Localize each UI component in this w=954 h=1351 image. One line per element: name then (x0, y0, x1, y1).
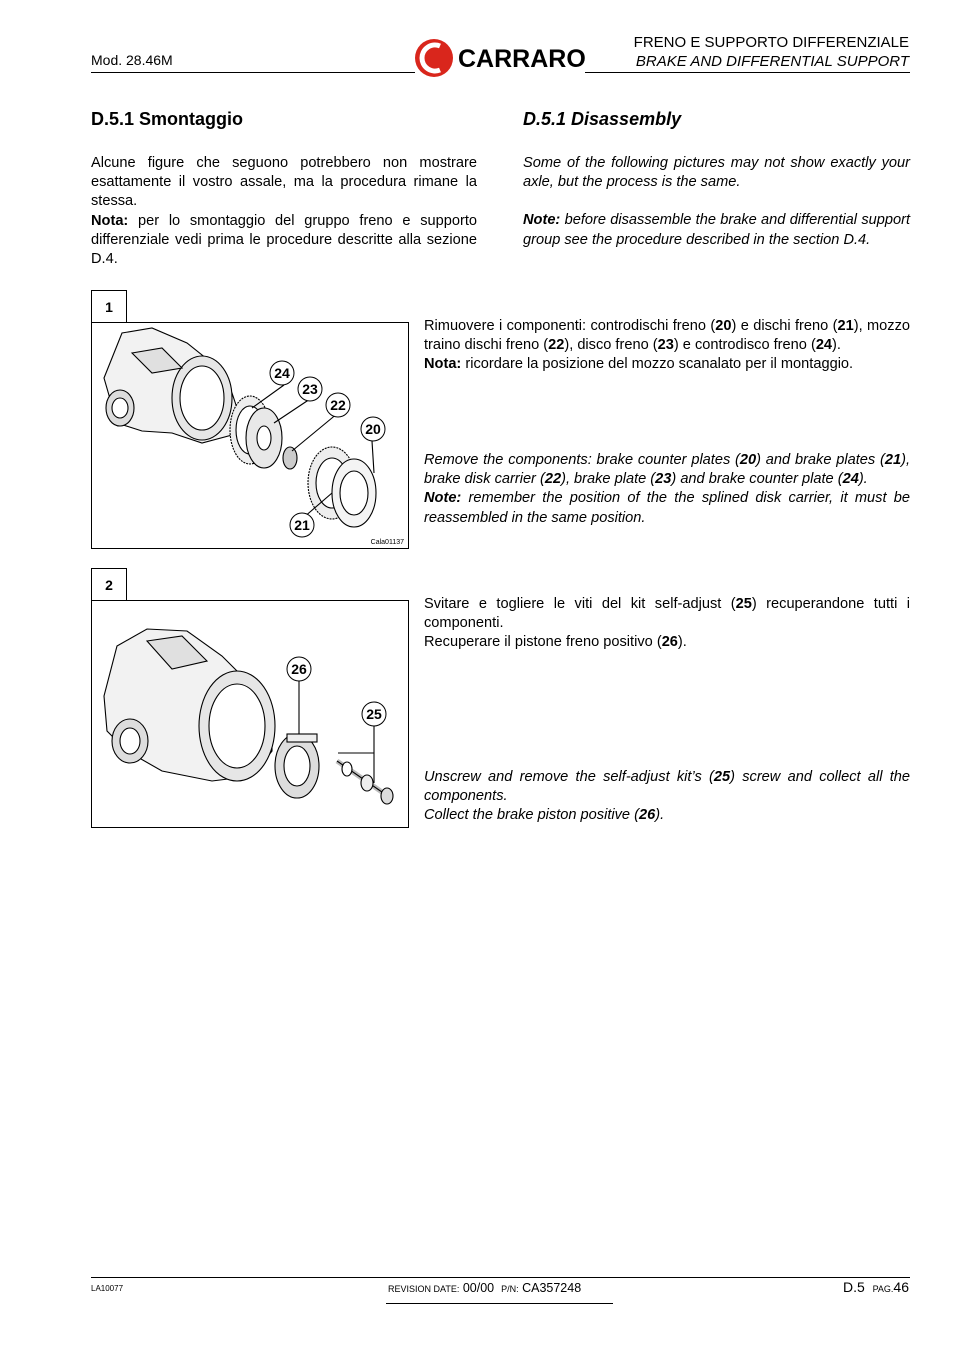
pn-label: P/N: (501, 1284, 519, 1294)
header-title-it: FRENO E SUPPORTO DIFFERENZIALE (633, 34, 909, 51)
note-label-it: Nota: (91, 212, 129, 229)
step-2-en-text-1: Unscrew and remove the self-adjust kit’s (25) screw and collect all the components. (424, 769, 910, 805)
step-1-it (424, 317, 910, 375)
page-value: 46 (893, 1279, 909, 1295)
carraro-logo (414, 36, 590, 80)
intro-text-en: Some of the following pictures may not show exactly your axle, but the process is the same. (523, 155, 910, 191)
callout-20: 20 (365, 421, 381, 437)
callout-26: 26 (291, 661, 307, 677)
intro-note-it (91, 212, 477, 270)
callout-22: 22 (330, 397, 346, 413)
brand-name: CARRARO (458, 45, 586, 73)
step-1-en-note: Note: remember the position of the the splined disk carrier, it must be reassembled in the same position. (424, 490, 910, 526)
step-1-it-note: Nota: ricordare la posizione del mozzo scanalato per il montaggio. (424, 356, 854, 373)
figure-1-drawing (92, 323, 408, 548)
figure-1-number: 1 (91, 290, 127, 322)
figure-2-number: 2 (91, 568, 127, 600)
page-number (843, 1279, 909, 1295)
callout-21: 21 (294, 517, 310, 533)
note-label-en: Note: (523, 212, 561, 229)
note-text-en: before disassemble the brake and differential support group see the procedure described in the section D.4. (523, 212, 910, 248)
intro-en (523, 154, 910, 250)
header-rule-left (91, 72, 415, 73)
section-heading-en: D.5.1 Disassembly (523, 109, 682, 129)
header-rule-right (585, 72, 910, 73)
footer-rule-mid (386, 1303, 613, 1304)
step-2-it-text-1: Svitare e togliere le viti del kit self-adjust (25) recuperandone tutti i componenti. (424, 596, 911, 632)
revision-label: REVISION DATE: (388, 1284, 460, 1294)
section-code: D.5 (843, 1279, 865, 1295)
step-1-it-text: Rimuovere i componenti: controdischi freno (20) e dischi freno (21), mozzo traino dischi freno (22), disco freno (23) e controdisco freno (24). (424, 318, 911, 354)
pn-value: CA357248 (522, 1281, 582, 1295)
model-label: Mod. 28.46M (91, 52, 173, 68)
section-heading-it: D.5.1 Smontaggio (91, 109, 244, 129)
step-1-en (424, 451, 910, 528)
footer-rule (91, 1277, 910, 1278)
figure-1-code: Cala01137 (370, 539, 404, 546)
step-2-en-text-2: Collect the brake piston positive (26). (424, 807, 665, 824)
header-title-en: BRAKE AND DIFFERENTIAL SUPPORT (635, 53, 909, 70)
figure-2 (91, 600, 409, 828)
page-label: PAG. (872, 1284, 894, 1294)
figure-2-drawing (92, 601, 408, 827)
step-2-it-text-2: Recuperare il pistone freno positivo (26). (424, 634, 687, 651)
step-2-it (424, 595, 910, 653)
doc-code: LA10077 (91, 1284, 124, 1293)
figure-1 (91, 322, 409, 549)
intro-text-it: Alcune figure che seguono potrebbero non mostrare esattamente il vostro assale, ma la procedura rimane la stessa. (91, 155, 477, 210)
revision-value: 00/00 (462, 1281, 495, 1295)
callout-23: 23 (302, 381, 318, 397)
intro-note-en (523, 211, 910, 249)
note-text-it: per lo smontaggio del gruppo freno e supporto differenziale vedi prima le procedure descritte alla sezione D.4. (91, 212, 477, 268)
step-1-en-text: Remove the components: brake counter plates (20) and brake plates (21), brake disk carrier (22), brake plate (23) and brake counter plate (24). (424, 452, 910, 488)
callout-24: 24 (274, 365, 290, 381)
intro-it (91, 154, 477, 269)
header-title (634, 33, 909, 71)
revision-info (388, 1281, 581, 1295)
callout-25: 25 (366, 706, 382, 722)
step-2-en (424, 768, 910, 826)
